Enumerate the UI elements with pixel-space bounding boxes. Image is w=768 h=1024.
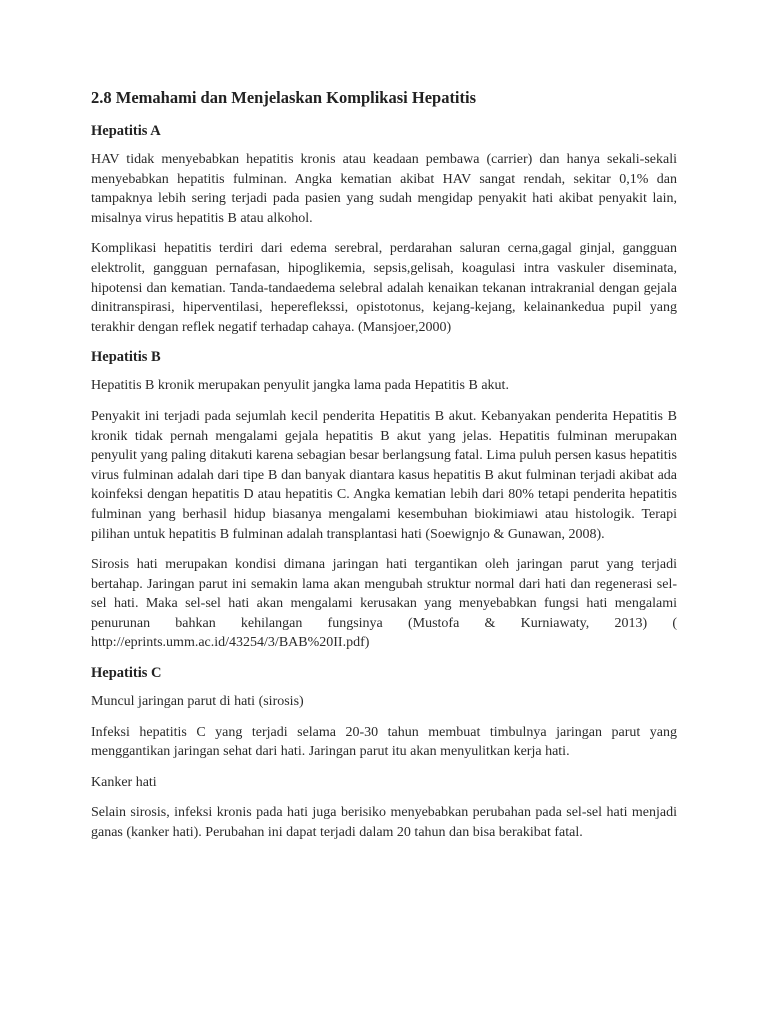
- document-page: [91, 88, 677, 854]
- section-heading: Hepatitis C: [91, 665, 162, 682]
- paragraph: Hepatitis B kronik merupakan penyulit jangka lama pada Hepatitis B akut.: [91, 378, 509, 394]
- subheading-paragraph: Muncul jaringan parut di hati (sirosis): [91, 694, 304, 710]
- section-heading: Hepatitis A: [91, 123, 161, 139]
- paragraph: Komplikasi hepatitis terdiri dari edema serebral, perdarahan saluran cerna,gagal ginjal, gangguan elektrolit, gangguan pernafasan, hipoglikemia, sepsis,gelisah, koagulasi intra vaskuler diseminata, hipotensi dan kematian. Tanda-tandaedema selebral adalah kenaikan tekanan intrakranial dengan gejala dinitranspirasi, hiperventilasi, hepereflekssi, opistotonus, kejang-kejang, kelainankedua pupil yang terakhir dengan reflek negatif terhadap cahaya. (Mansjoer,2000): [91, 241, 677, 335]
- paragraph: HAV tidak menyebabkan hepatitis kronis atau keadaan pembawa (carrier) dan hanya sekali-sekali menyebabkan hepatitis fulminan. Angka kematian akibat HAV sangat rendah, sekitar 0,1% dan tampaknya lebih sering terjadi pada pasien yang sudah mengidap penyakit hati akibat penyakit lain, misalnya virus hepatitis B atau alkohol.: [91, 152, 677, 226]
- section-heading: Hepatitis B: [91, 349, 161, 366]
- section-hepatitis-a: [91, 122, 677, 337]
- paragraph: Sirosis hati merupakan kondisi dimana jaringan hati tergantikan oleh jaringan parut yang terjadi bertahap. Jaringan parut ini semakin lama akan mengubah struktur normal dari hati dan regenerasi sel-sel hati. Maka sel-sel hati akan mengalami kerusakan yang menyebabkan fungsi hati mengalami penurunan bahkan kehilangan fungsinya (Mustofa & Kurniawaty, 2013) ( http://eprints.umm.ac.id/43254/3/BAB%20II.pdf): [91, 557, 677, 651]
- paragraph: Selain sirosis, infeksi kronis pada hati juga berisiko menyebabkan perubahan pada sel-sel hati menjadi ganas (kanker hati). Perubahan ini dapat terjadi dalam 20 tahun dan bisa berakibat fatal.: [91, 805, 677, 841]
- section-hepatitis-b: [91, 348, 677, 653]
- paragraph: Infeksi hepatitis C yang terjadi selama 20-30 tahun membuat timbulnya jaringan parut yang menggantikan jaringan sehat dari hati. Jaringan parut itu akan menyulitkan kerja hati.: [91, 724, 677, 760]
- section-hepatitis-c: [91, 664, 677, 843]
- subheading-paragraph: Kanker hati: [91, 774, 157, 790]
- paragraph: Penyakit ini terjadi pada sejumlah kecil penderita Hepatitis B akut. Kebanyakan penderita Hepatitis B kronik tidak pernah mengalami gejala hepatitis B akut yang jelas. Hepatitis fulminan merupakan penyulit yang paling ditakuti karena sebagian besar berlangsung fatal. Lima puluh persen kasus hepatitis virus fulminan adalah dari tipe B dan banyak diantara kasus hepatitis B akut fulminan terjadi akibat ada koinfeksi dengan hepatitis D atau hepatitis C. Angka kematian lebih dari 80% tetapi penderita hepatitis fulminan yang berhasil hidup biasanya mengalami kesembuhan biokimiawi atau histologik. Terapi pilihan untuk hepatitis B fulminan adalah transplantasi hati (Soewignjo & Gunawan, 2008).: [91, 408, 677, 542]
- document-title: 2.8 Memahami dan Menjelaskan Komplikasi Hepatitis: [91, 88, 477, 107]
